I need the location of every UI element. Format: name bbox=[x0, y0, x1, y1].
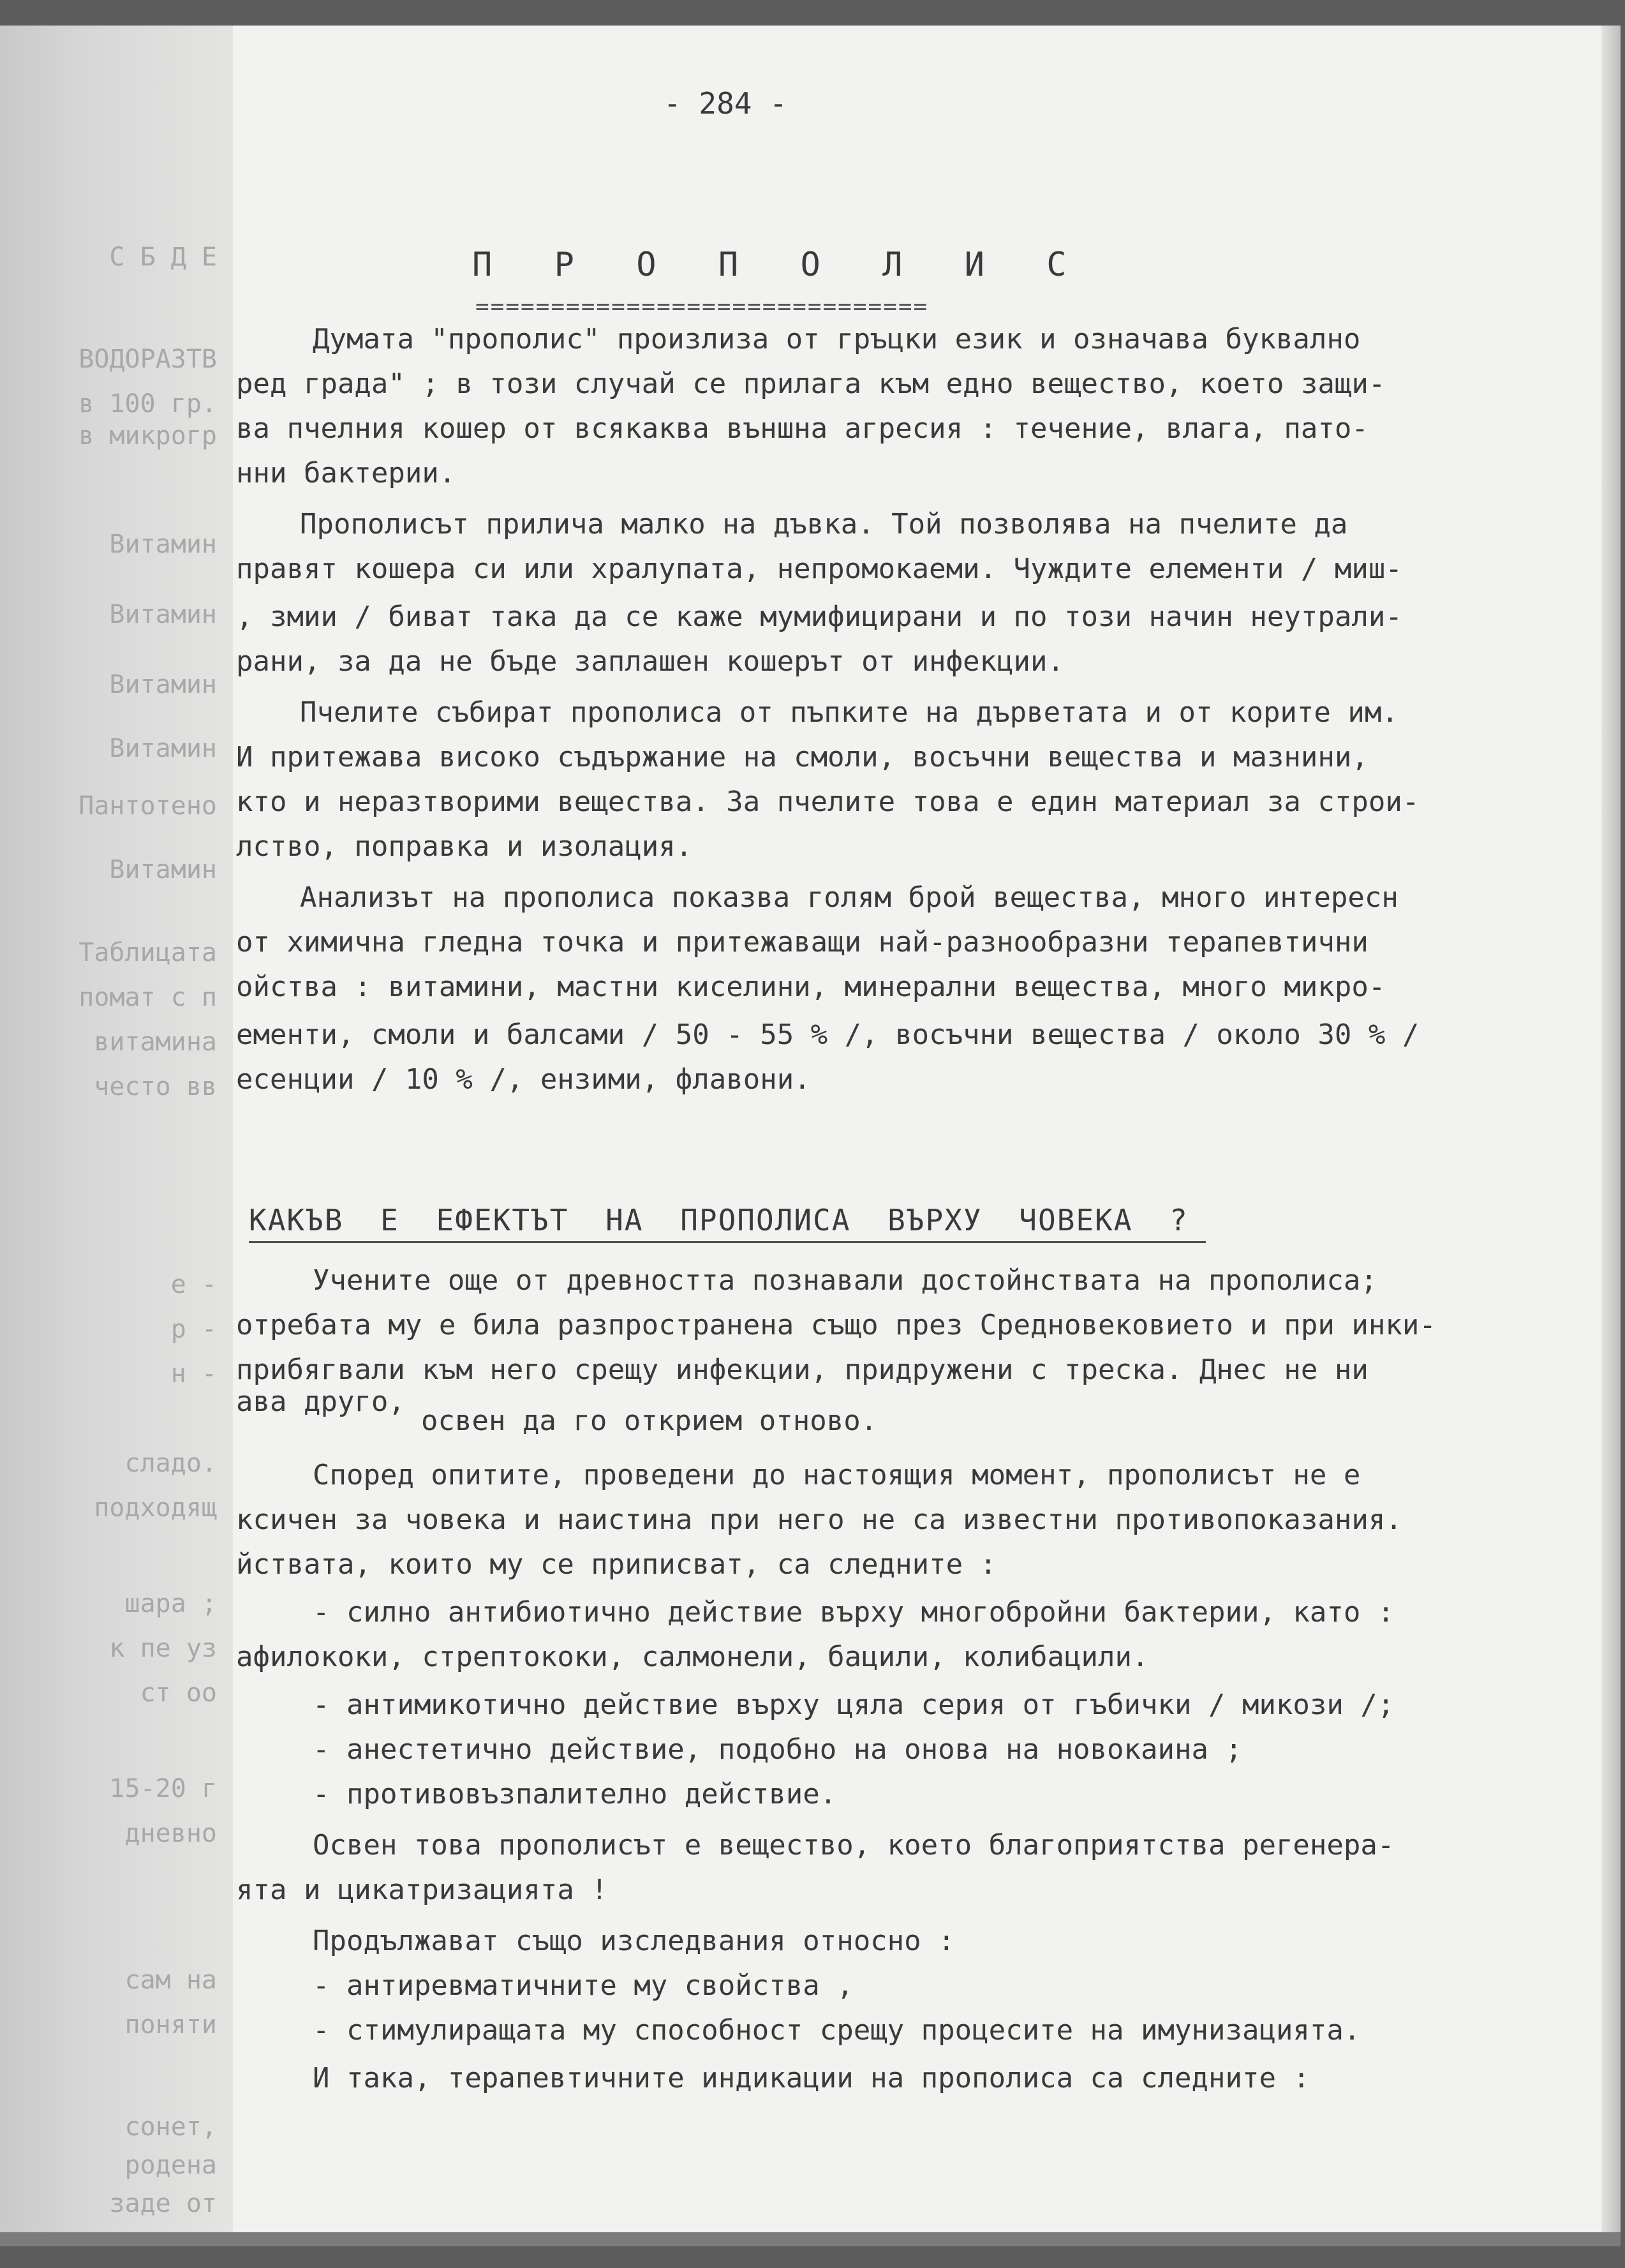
margin-fragment: е - bbox=[170, 1270, 217, 1299]
right-page-edge bbox=[1601, 26, 1621, 2246]
text-line: есенции / 10 % /, ензими, флавони. bbox=[236, 1063, 811, 1096]
text-line: ред града" ; в този случай се прилага към едно вещество, което защи- bbox=[236, 368, 1386, 400]
margin-fragment: витамина bbox=[94, 1027, 217, 1057]
margin-fragment: Витамин bbox=[109, 734, 217, 763]
margin-fragment: ВОДОРАЗТВ bbox=[78, 345, 217, 374]
text-line: кто и неразтворими вещества. За пчелите това е един материал за строи- bbox=[236, 786, 1420, 818]
text-line: ементи, смоли и балсами / 50 - 55 % /, восъчни вещества / около 30 % / bbox=[236, 1018, 1420, 1051]
text-line: - противовъзпалително действие. bbox=[313, 1778, 837, 1810]
text-line: Освен това прополисът е вещество, което благоприятства регенера- bbox=[313, 1829, 1395, 1861]
text-line: Пчелите събират прополиса от пъпките на дърветата и от корите им. bbox=[300, 696, 1399, 729]
text-line: прибягвали към него срещу инфекции, придружени с треска. Днес не ни bbox=[236, 1354, 1369, 1386]
margin-fragment: сонет, bbox=[124, 2112, 217, 2142]
page-number: - 284 - bbox=[664, 86, 787, 121]
margin-fragment: дневно bbox=[124, 1819, 217, 1848]
margin-fragment: Витамин bbox=[109, 670, 217, 699]
text-line: лство, поправка и изолация. bbox=[236, 830, 693, 863]
text-line: освен да го открием отново. bbox=[421, 1405, 878, 1437]
text-line: ойства : витамини, мастни киселини, минерални вещества, много микро- bbox=[236, 971, 1386, 1003]
section-heading: КАКЪВ Е ЕФЕКТЪТ НА ПРОПОЛИСА ВЪРХУ ЧОВЕКА ? bbox=[249, 1203, 1189, 1237]
margin-fragment: Витамин bbox=[109, 855, 217, 884]
page-title: П Р О П О Л И С bbox=[472, 246, 1078, 284]
text-line: - антиревматичните му свойства , bbox=[313, 1969, 854, 2002]
text-line: ава друго, bbox=[236, 1385, 405, 1418]
margin-fragment: н - bbox=[170, 1359, 217, 1389]
margin-fragment: сам на bbox=[124, 1966, 217, 1995]
text-line: от химична гледна точка и притежаващи най-разнообразни терапевтични bbox=[236, 926, 1369, 959]
text-line: Учените още от древността познавали достойнствата на прополиса; bbox=[313, 1264, 1377, 1297]
text-line: ксичен за човека и наистина при него не са известни противопоказания. bbox=[236, 1503, 1402, 1536]
margin-fragment: к пе уз bbox=[109, 1634, 217, 1663]
margin-fragment: помат с п bbox=[78, 983, 217, 1012]
margin-fragment: ст оо bbox=[140, 1678, 217, 1708]
text-line: ва пчелния кошер от всякаква външна агресия : течение, влага, пато- bbox=[236, 412, 1369, 445]
margin-fragment: р - bbox=[170, 1315, 217, 1344]
margin-fragment: подходящ bbox=[94, 1493, 217, 1523]
text-line: Анализът на прополиса показва голям брой вещества, много интересн bbox=[300, 881, 1399, 914]
text-line: нни бактерии. bbox=[236, 457, 456, 489]
text-line: - анестетично действие, подобно на онова на новокаина ; bbox=[313, 1733, 1242, 1766]
left-margin-bleed bbox=[0, 26, 233, 2246]
text-line: , змии / биват така да се каже мумифицирани и по този начин неутрали- bbox=[236, 601, 1402, 633]
text-line: рани, за да не бъде заплашен кошерът от инфекции. bbox=[236, 645, 1065, 678]
margin-fragment: често вв bbox=[94, 1072, 217, 1101]
text-line: Продължават също изследвания относно : bbox=[313, 1925, 955, 1957]
text-line: Според опитите, проведени до настоящия момент, прополисът не е bbox=[313, 1459, 1361, 1491]
section-heading-underline bbox=[249, 1241, 1206, 1243]
text-line: ята и цикатризацията ! bbox=[236, 1874, 608, 1906]
margin-fragment: сладо. bbox=[124, 1449, 217, 1478]
text-line: йствата, които му се приписват, са следните : bbox=[236, 1548, 997, 1581]
text-line: правят кошера си или хралупата, непромокаеми. Чуждите елементи / миш- bbox=[236, 553, 1402, 585]
margin-fragment: Витамин bbox=[109, 530, 217, 559]
text-line: - антимикотично действие върху цяла серия от гъбички / микози /; bbox=[313, 1689, 1395, 1721]
document-page bbox=[0, 26, 1621, 2246]
margin-fragment: поняти bbox=[124, 2010, 217, 2040]
text-line: И така, терапевтичните индикации на прополиса са следните : bbox=[313, 2062, 1310, 2094]
text-line: Прополисът прилича малко на дъвка. Той позволява на пчелите да bbox=[300, 508, 1348, 541]
margin-fragment: Пантотено bbox=[78, 791, 217, 821]
text-line: Думата "прополис" произлиза от гръцки език и означава буквално bbox=[313, 323, 1361, 355]
margin-fragment: в микрогр bbox=[78, 421, 217, 451]
margin-fragment: 15-20 г bbox=[109, 1774, 217, 1803]
text-line: - стимулиращата му способност срещу процесите на имунизацията. bbox=[313, 2014, 1361, 2047]
text-line: И притежава високо съдържание на смоли, восъчни вещества и мазнини, bbox=[236, 741, 1369, 773]
margin-fragment: С Б Д Е bbox=[109, 242, 217, 272]
margin-fragment: Таблицата bbox=[78, 938, 217, 967]
title-underline: ============================== bbox=[475, 294, 929, 320]
margin-fragment: в 100 гр. bbox=[78, 389, 217, 419]
text-line: - силно антибиотично действие върху многобройни бактерии, като : bbox=[313, 1596, 1395, 1629]
text-line: отребата му е била разпространена също през Средновековието и при инки- bbox=[236, 1309, 1436, 1341]
margin-fragment: Витамин bbox=[109, 600, 217, 629]
margin-fragment: родена bbox=[124, 2151, 217, 2180]
margin-fragment: заде от bbox=[109, 2189, 217, 2218]
page-content bbox=[230, 26, 1557, 2246]
margin-fragment: шара ; bbox=[124, 1589, 217, 1618]
bottom-page-edge bbox=[0, 2232, 1621, 2246]
text-line: афилококи, стрептококи, салмонели, бацили, колибацили. bbox=[236, 1641, 1149, 1673]
